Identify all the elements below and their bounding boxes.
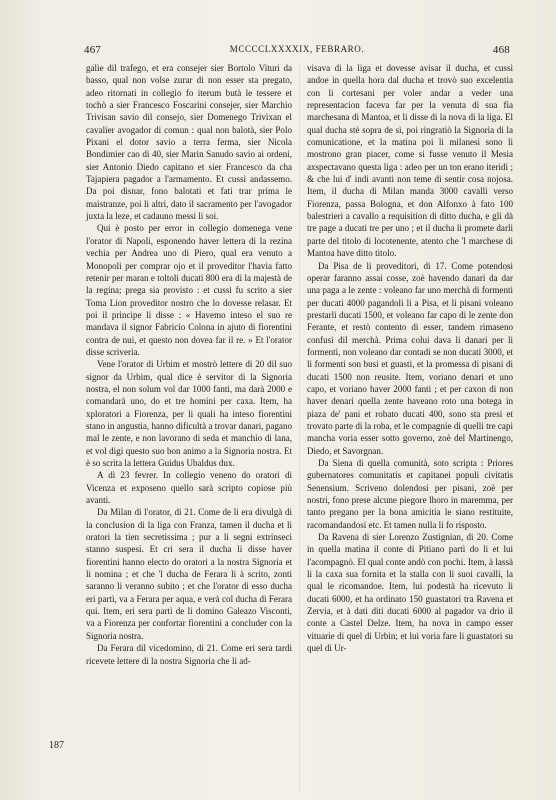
right-column [307,62,513,655]
page-number-right: 468 [492,44,510,56]
paragraph: Da Milan di l'orator, di 21. Come de li era divulgà di la conclusion di la liga con Franza, tamen il ducha et li oratori la tien secretissima ; pur a li segni extrinseci stanno suspesi. Et cri sera il ducha li disse haver fiorentini hanno electo do oratori a la nostra Signoria et li nomina ; et che 'l ducha de Ferara li à scrito, zonti saranno li veranno subito ; et che l'orator di esso ducha eri partì, va a Ferara per aqua, e verà col ducha di Ferara qui. Item, eri sera partì de li domino Galeazo Visconti, va a Fiorenza per confortar fiorentini a concluder con la Signoria nostra. [86,507,292,641]
paragraph: galìe dil trafego, et era consejer sier Bortolo Vituri da basso, qual non volse zurar di non esser sta pregato, adeo ritornati in collegio fo iterum butà le tessere et tochò a sier Francesco Foscarini consejer, sier Marchio Trivisan savio dil consejo, sier Domenego Trivixan el cavalier avogador di comun : qual non balotà, sier Polo Pixani el dotor savio a terra ferma, sier Nicola Bondimier cao di 40, sier Marin Sanudo savio ai ordeni, sier Antonio Diedo capitano et sier Francesco da cha Tajapiera pagador a l'armamento. Et cussì andassemo. Da poi disnar, fono balotati et fati trar prima le maistranze, poi li altri, dato il sacramento per l'avogador juxta la leze, et cadauno messi li soi. [86,63,292,222]
paragraph: A dì 23 fevrer. In collegio veneno do oratori di Vicenza et exposeno quello sarà scripto copiose più avanti. [86,470,292,506]
paragraph: visava di la liga et dovesse avisar il ducha, et cussì andoe in quella hora dal ducha et trovò suo excelentia con li cortesani per voler andar a veder una representacion faceva far per la venuta di sua fia marchesana di Mantoa, et li disse di la nova di la liga. El qual ducha stè sopra de sì, poi ringratiò la Signoria di la comunicatione, et la matina poi li milanesi sono lì mostrono gran piacer, come si fusse venuto il Mesia axspectavano questa liga : adeo per un ton erano iteridi ; & che lui d' indi avanti non teme di sentir cosa nojosa. Item, il ducha di Milan manda 3000 cavalli verso Fiorenza, passa Bologna, et don Alfonxo à fato 100 balestrieri a cavallo a requisition di ditto ducha, e gli dà tre page a ducati tre per uno ; et il ducha li promete darli parte del titolo di locotenente, atento che 'l marchese di Mantoa have ditto titolo. [307,63,513,259]
paragraph: Qui è posto per error in collegio domenega vene l'orator di Napoli, esponendo haver lettera di la rezina vechia per Andrea uno di Piero, qual era venuto a Monopoli per comprar ojo et il proveditor l'havia fatto retenir per maran e toltoli ducati 800 era di la majestà de la regina; prega sia provisto : et cussì fu scrito a sier Toma Lion proveditor nostro che lo dovesse relasar. Et poi il principe li disse : « Havemo inteso el suo re mandava il signor Fabricio Colona in ajuto di fiorentini contra de nui, et questo non dovea far il re. » Et l'orator disse scriveria. [86,223,292,357]
page-header [84,44,510,58]
page-number-left: 467 [84,44,102,56]
paragraph: Da Ferara dil vicedomino, di 21. Come eri sera tardi ricevete lettere di la nostra Signoria che li ad- [86,643,292,666]
margin-page-number: 187 [49,740,64,751]
paragraph: Vene l'orator di Urbim et mostrò lettere di 20 dil suo signor da Urbim, qual dice è servitor di la Signoria nostra, el non solum vol dar 1000 fanti, ma darà 2000 e comandarà uno, do et tre homini per caxa. Item, ha xploratori a Fiorenza, per li quali ha inteso fiorentini stano in angustia, hanno dificultà a trovar danari, pagano mal le zente, e non lavorano di seda et manchio di lana, et vol digi questo suo bon animo a la Signoria nostra. Et è so scrita la lettera Guidus Ubaldus dux. [86,359,292,468]
column-gutter [299,62,300,792]
left-column [86,62,292,667]
paragraph: Da Siena di quella comunità, soto scripta : Priores gubernatores comunitatis et capitanei populi civitatis Senensium. Scriveno dolendosi per pisani, zoè per nostri, fono prese alcune piegore lhoro in maremma, per tanto pregano per la bona amicitia le siano restituite, racomandandosi etc. Et tamen nulla li fo risposto. [307,458,513,530]
running-head: MCCCCLXXXXIX, FEBRARO. [229,44,365,54]
paragraph: Da Ravena di sier Lorenzo Zustignian, di 20. Come in quella matina il conte di Pitiano partì do li et lui l'acompagnò. El qual conte andò con pochi. Item, à lassà li la caxa sua fornita et la stalla con li suoi cavalli, la qual le ricomandoe. Item, lui podestà ha ricevuto li ducati 6000, et ha ordinato 150 guastatori tra Ravena et Zervia, et à dati diti ducati 6000 al pagador va drio il conte a Castel Delze. Item, ha nova in campo esser vituarie di quel di Urbin; et lui voria fare li guastatori su quel di Ur- [307,532,513,654]
paragraph: Da Pisa de li proveditori, di 17. Come potendosi operar faranno assai cosse, zoè havendo danari da dar una paga a le zente : voleano far uno merchà di formenti per ducati 4000 pagandoli li a Pisa, et li pisani voleano prestarli ducati 1500, et voleano far capo di le zente don Ferante, et restò contento di esser, tandem rimaseno confusi dil merchà. Prima colui dava li danari per li formenti, non voleano dar contadi se non ducati 3000, et li formenti son busi et guasti, et la promessa di pisani di ducati 1500 non reusite. Item, voriano denari et uno capo, et voriano haver 2000 fanti ; et per caxon di non haver denari quella zente haveano roto una botega in piaza de' pani et robato ducati 400, sono sta presi et trovato parte di la roba, et le compagnie di quelli tre capi mancha voria esser sotto governo, zoè del Martinengo, Diedo, et Savorgnan. [307,260,513,456]
